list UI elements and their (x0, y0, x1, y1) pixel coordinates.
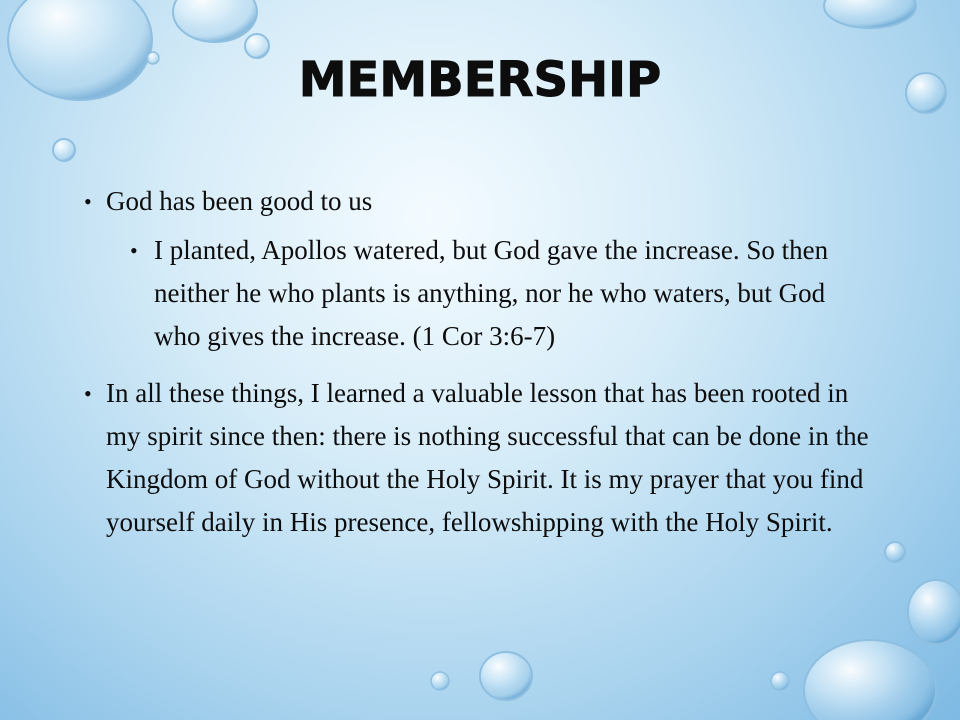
sub-bullet-item (84, 229, 884, 358)
bullet-dot: • (84, 381, 92, 406)
slide-body (84, 180, 884, 544)
bullet-item (84, 372, 884, 544)
droplet-cluster-bottom (431, 542, 960, 720)
bullet-text: God has been good to us (106, 186, 373, 216)
slide-title: MEMBERSHIP (298, 52, 662, 108)
bullet-item (84, 180, 884, 223)
bullet-text: I planted, Apollos watered, but God gave the increase. So then neither he who plants is anything, nor he who waters, but God who gives the increase. (1 Cor 3:6-7) (154, 235, 829, 351)
bullet-dot: • (84, 189, 92, 214)
bullet-dot: • (130, 238, 138, 263)
bullet-text: In all these things, I learned a valuable lesson that has been rooted in my spirit since then: there is nothing successful that can be done in the Kingdom of God without the Holy Spirit. It is my prayer that you find yourself daily in His presence, fellowshipping with the Holy Spirit. (106, 378, 869, 537)
